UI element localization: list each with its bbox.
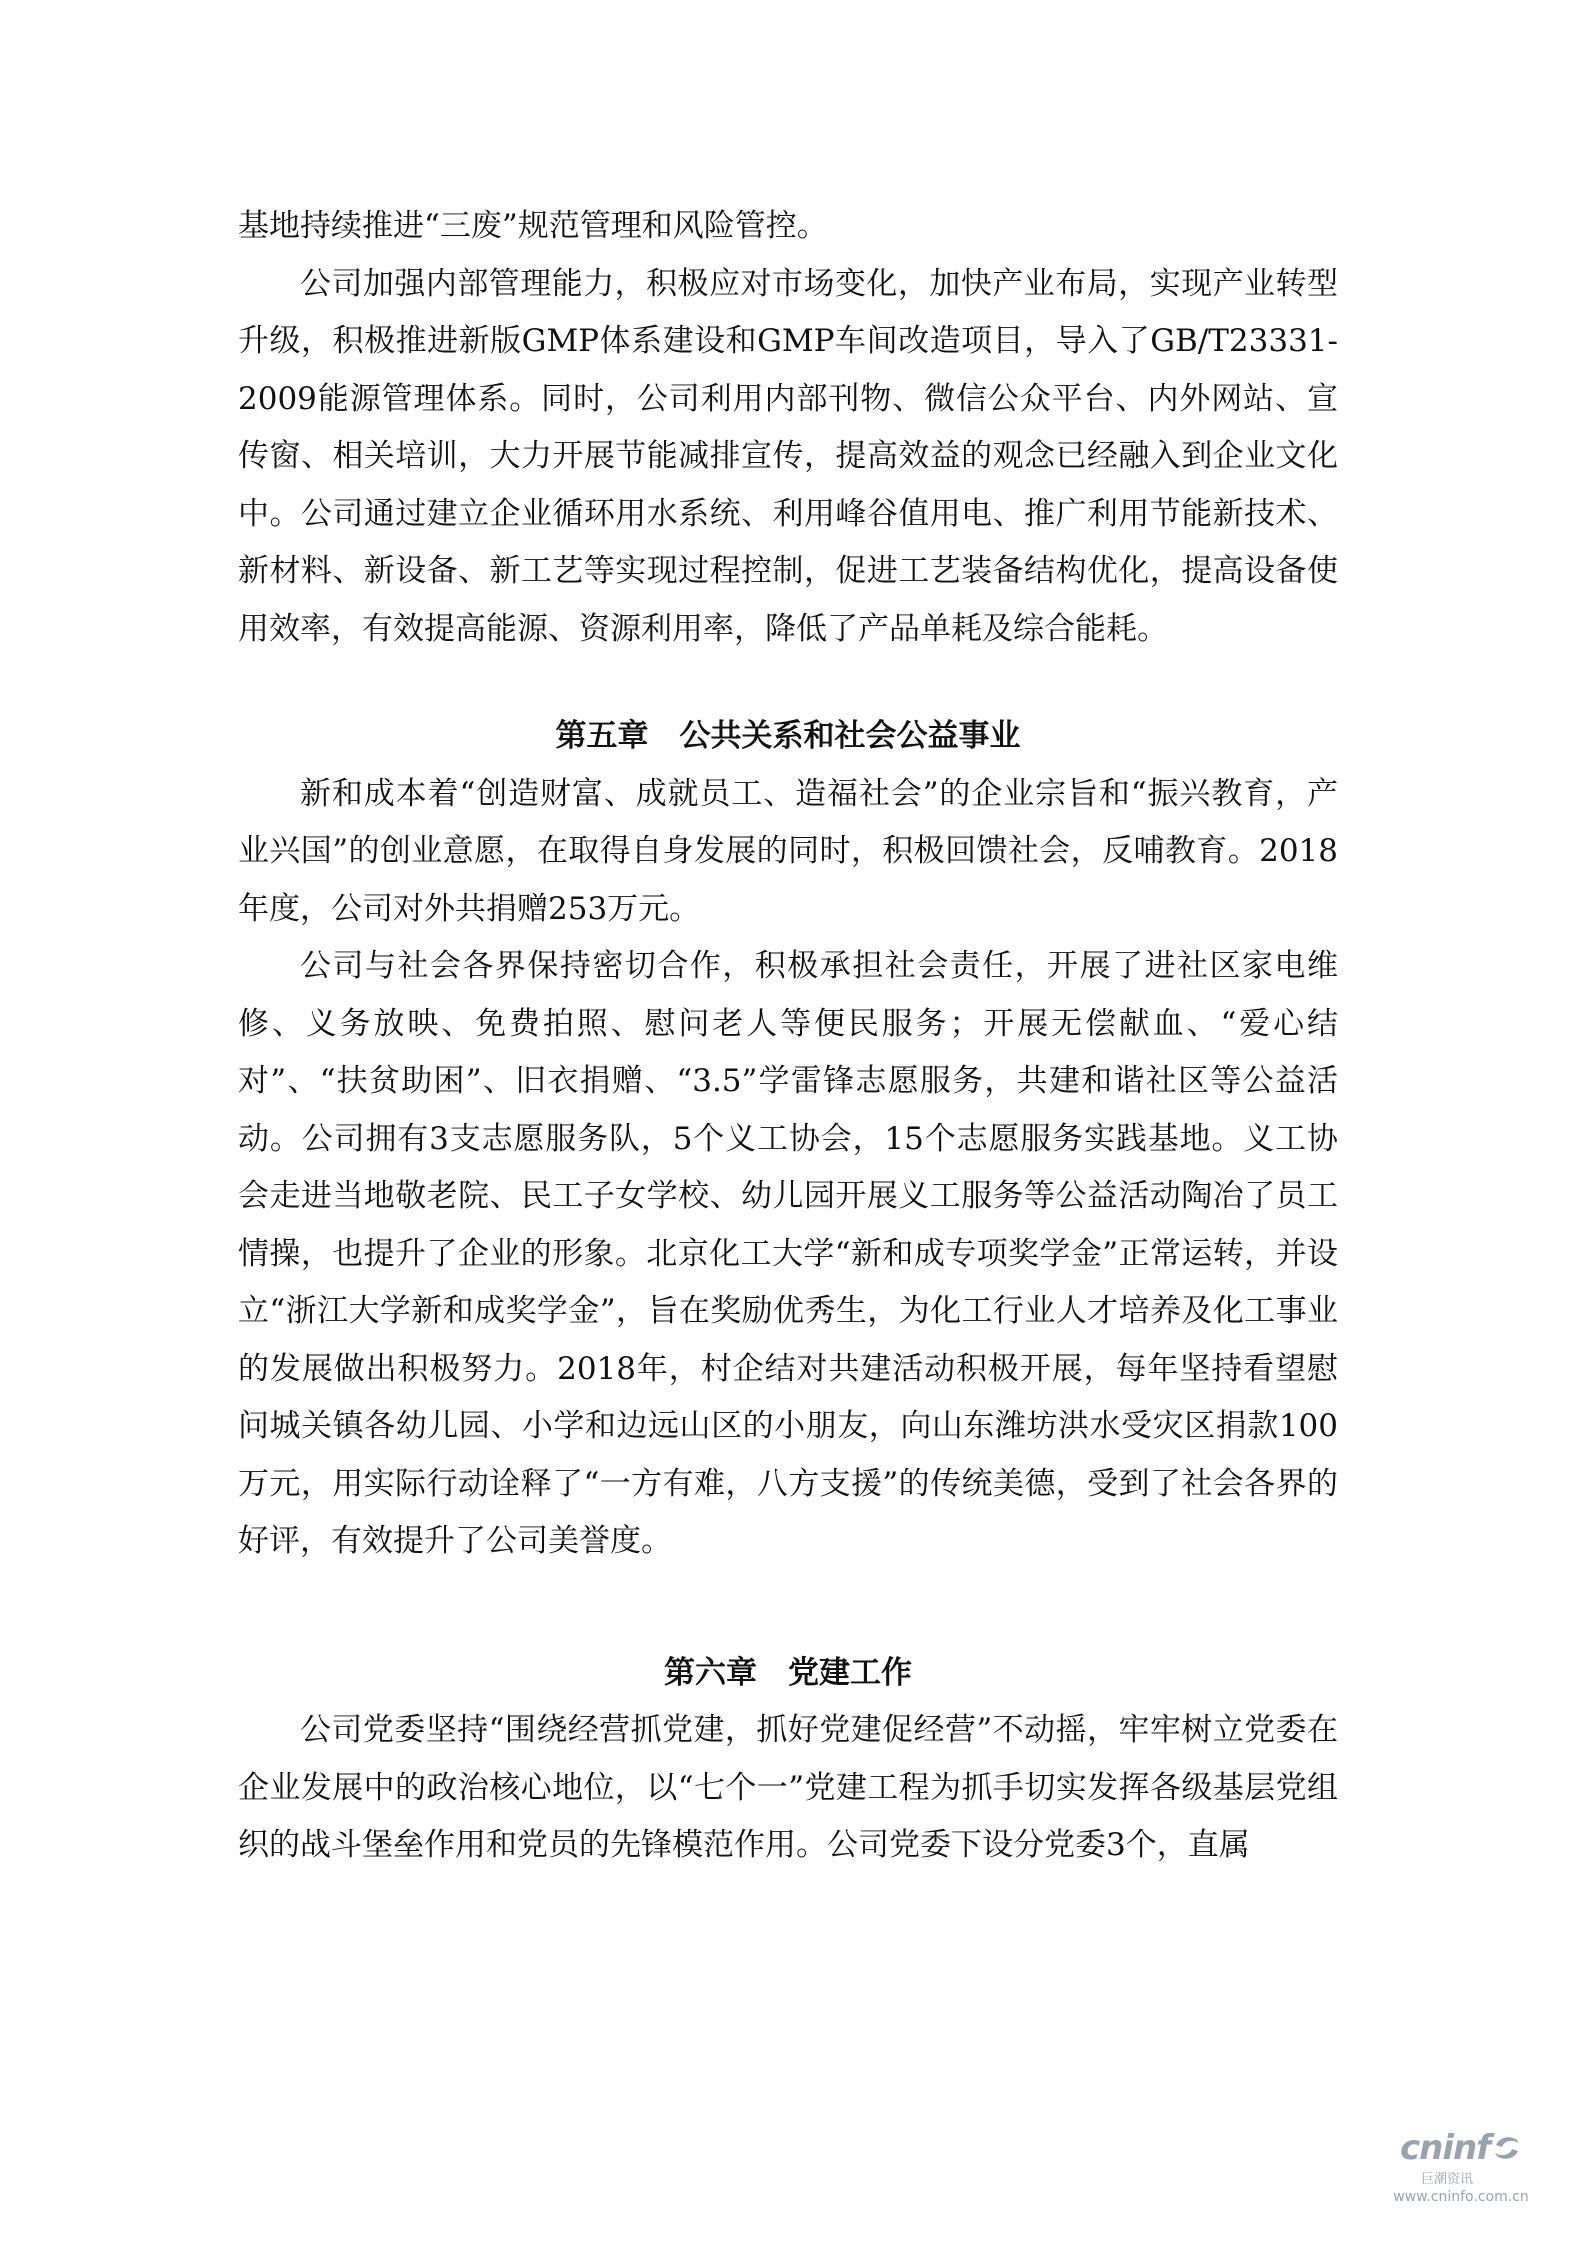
chapter-5-title: 第五章 公共关系和社会公益事业: [555, 718, 1021, 754]
logo-brand-text: cninf: [1399, 2128, 1490, 2168]
cninfo-logo: [1381, 2128, 1541, 2168]
paragraph: 新和成本着“创造财富、成就员工、造福社会”的企业宗旨和“振兴教育，产业兴国”的创业意愿，在取得自身发展的同时，积极回馈社会，反哺教育。2018年度，公司对外共捐赠253万元。: [238, 775, 1338, 927]
paragraph: 公司加强内部管理能力，积极应对市场变化，加快产业布局，实现产业转型升级，积极推进新版GMP体系建设和GMP车间改造项目，导入了GB/T23331-2009能源管理体系。同时，公司利用内部刊物、微信公众平台、内外网站、宣传窗、相关培训，大力开展节能减排宣传，提高效益的观念已经融入到企业文化中。公司通过建立企业循环用水系统、利用峰谷值用电、推广利用节能新技术、新材料、新设备、新工艺等实现过程控制，促进工艺装备结构优化，提高设备使用效率，有效提高能源、资源利用率，降低了产品单耗及综合能耗。: [238, 265, 1338, 647]
logo-chinese-text: 巨潮资讯: [1421, 2172, 1474, 2187]
logo-url: www.cninfo.com.cn: [1393, 2189, 1529, 2205]
cninfo-watermark: [1381, 2128, 1541, 2205]
paragraph: 基地持续推进“三废”规范管理和风险管控。: [238, 208, 828, 244]
swirl-icon: [1492, 2133, 1522, 2163]
chapter-6-title: 第六章 党建工作: [664, 1654, 912, 1691]
paragraph: 公司与社会各界保持密切合作，积极承担社会责任，开展了进社区家电维修、义务放映、免费拍照、慰问老人等便民服务；开展无偿献血、“爱心结对”、“扶贫助困”、旧衣捐赠、“3.5”学雷锋志愿服务，共建和谐社区等公益活动。公司拥有3支志愿服务队，5个义工协会，15个志愿服务实践基地。义工协会走进当地敬老院、民工子女学校、幼儿园开展义工服务等公益活动陶冶了员工情操，也提升了企业的形象。北京化工大学“新和成专项奖学金”正常运转，并设立“浙江大学新和成奖学金”，旨在奖励优秀生，为化工行业人才培养及化工事业的发展做出积极努力。2018年，村企结对共建活动积极开展，每年坚持看望慰问城关镇各幼儿园、小学和边远山区的小朋友，向山东潍坊洪水受灾区捐款100万元，用实际行动诠释了“一方有难，八方支援”的传统美德，受到了社会各界的好评，有效提升了公司美誉度。: [238, 948, 1338, 1559]
paragraph: 公司党委坚持“围绕经营抓党建，抓好党建促经营”不动摇，牢牢树立党委在企业发展中的政治核心地位，以“七个一”党建工程为抓手切实发挥各级基层党组织的战斗堡垒作用和党员的先锋模范作用。公司党委下设分党委3个，直属: [238, 1712, 1338, 1863]
document-body: [238, 198, 1338, 1875]
